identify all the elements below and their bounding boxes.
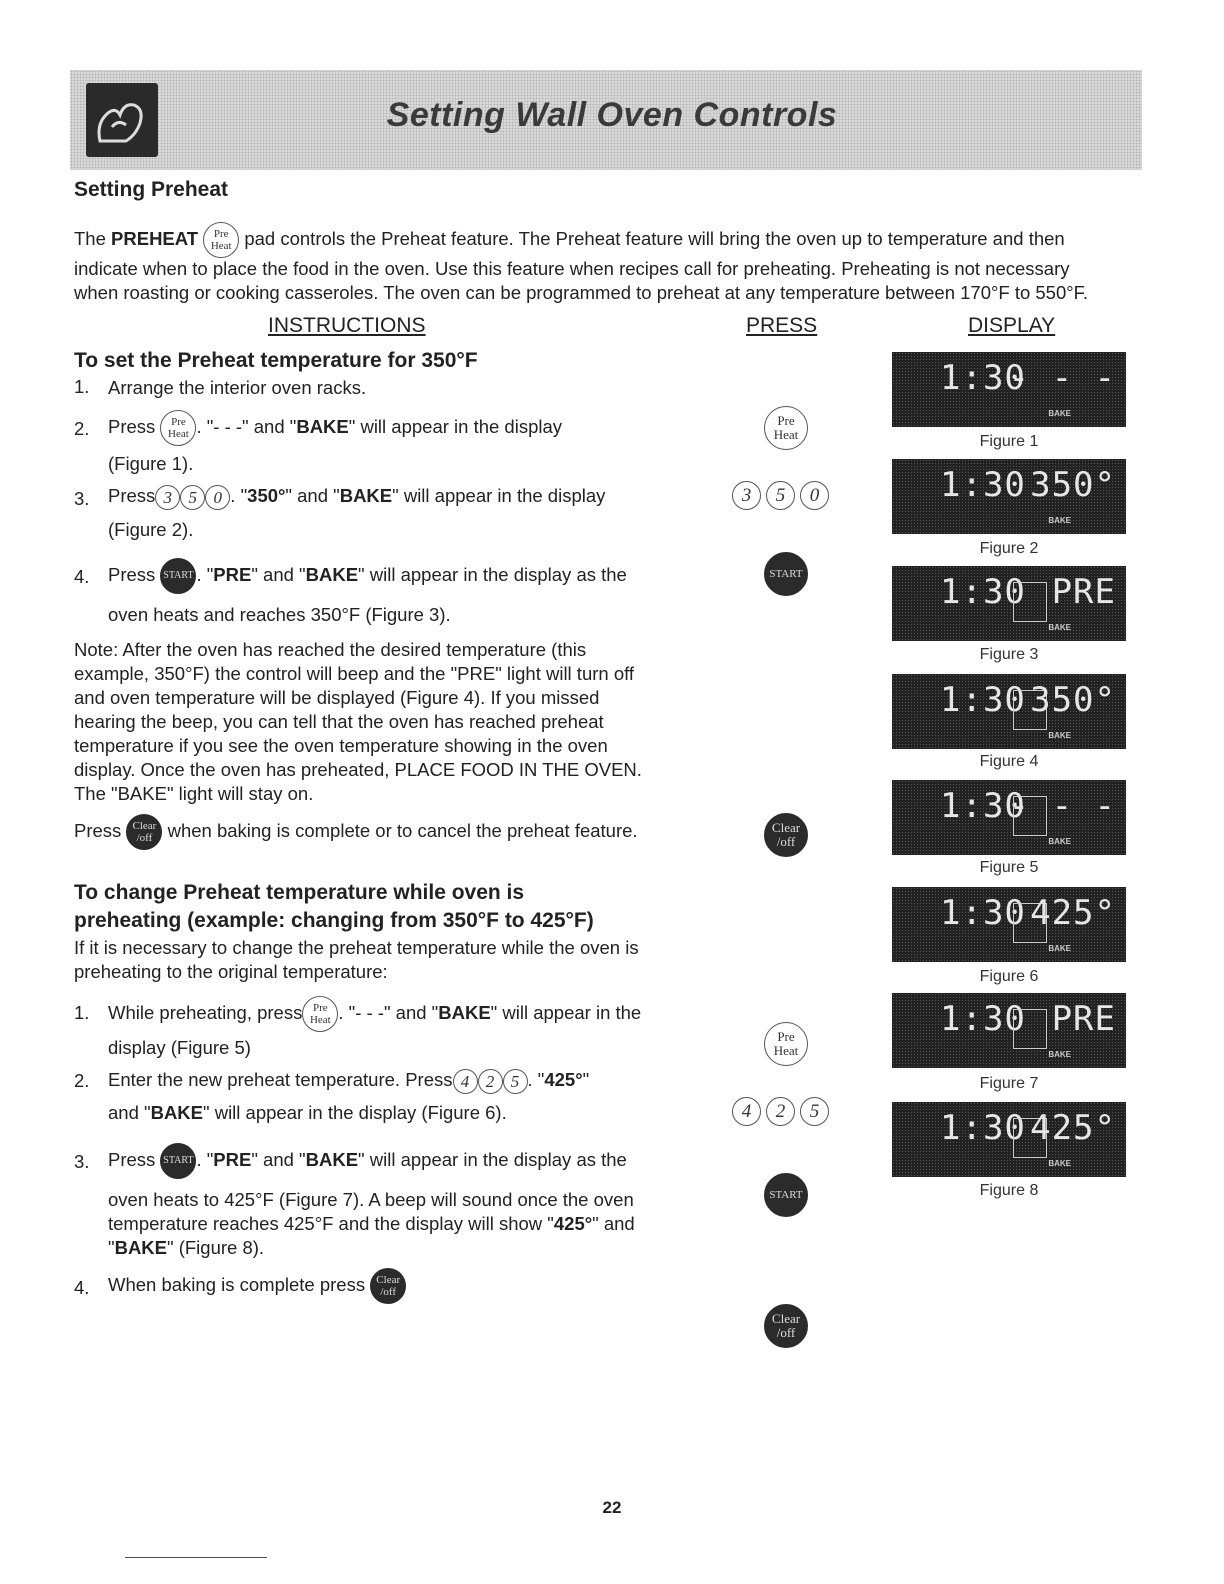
press-start-key-icon: START <box>764 552 808 596</box>
display-heading: DISPLAY <box>968 314 1056 337</box>
figure-caption: Figure 7 <box>979 1075 1039 1092</box>
display-value: 425° <box>1030 1108 1116 1148</box>
display-panel-figure-5 <box>892 780 1126 855</box>
bake-indicator: BAKE <box>1048 1159 1071 1168</box>
display-time: 1:30 <box>940 572 1026 612</box>
display-panel-figure-8 <box>892 1102 1126 1177</box>
key-4-icon: 4 <box>453 1069 478 1094</box>
figure-caption: Figure 1 <box>979 433 1039 450</box>
bake-indicator: BAKE <box>1048 516 1071 525</box>
preheat-word: PREHEAT <box>111 227 199 249</box>
display-value: - - - <box>1008 786 1116 826</box>
section-title: Setting Preheat <box>74 178 229 201</box>
note-paragraph: Note: After the oven has reached the desired temperature (this example, 350°F) the control will beep and the "PRE" light will turn off and oven temperature will be displayed (Figure 4). If you missed hearing the beep, you can tell that the oven has reached preheat temperature if you see the oven temperature showing in the oven display. Once the oven has preheated, PLACE FOOD IN THE OVEN. The "BAKE" light will stay on. <box>74 639 642 804</box>
part2-step-1-ref: display (Figure 5) <box>108 1037 251 1058</box>
display-time: 1:30 <box>940 999 1026 1039</box>
press-start-key-icon: START <box>764 1173 808 1217</box>
step-number: 4. <box>74 566 90 587</box>
part2-step-3-cont-3: "BAKE" (Figure 8). <box>108 1237 265 1258</box>
part1-title: To set the Preheat temperature for 350°F <box>74 349 478 372</box>
display-panel-figure-1 <box>892 352 1126 427</box>
display-panel-figure-7 <box>892 993 1126 1068</box>
press-425-keys <box>732 1097 829 1126</box>
intro-text: pad controls the Preheat feature. The Preheat feature will bring the oven up to temperature and then <box>244 227 1065 249</box>
display-time: 1:30 <box>940 893 1026 933</box>
display-panel-figure-2 <box>892 459 1126 534</box>
figure-caption: Figure 5 <box>979 859 1039 876</box>
key-5-icon: 5 <box>800 1097 829 1126</box>
part2-title-line-2: preheating (example: changing from 350°F to 425°F) <box>74 909 594 932</box>
display-value: PRE <box>1051 572 1116 612</box>
part2-step-3: Press START . "PRE" and "BAKE" will appear in the display as the <box>108 1143 627 1179</box>
display-value: 350° <box>1030 465 1116 505</box>
part2-step-1: While preheating, press Pre Heat . "- - -" and "BAKE" will appear in the <box>108 996 641 1032</box>
key-5-icon: 5 <box>180 485 205 510</box>
bake-indicator: BAKE <box>1048 1050 1071 1059</box>
press-heading: PRESS <box>746 314 818 337</box>
key-5-icon: 5 <box>766 481 795 510</box>
figure-caption: Figure 8 <box>979 1182 1039 1199</box>
cancel-instruction: Press Clear /off when baking is complete or to cancel the preheat feature. <box>74 814 638 850</box>
display-box-indicator <box>1013 582 1047 622</box>
display-time: 1:30 <box>940 358 1026 398</box>
key-4-icon: 4 <box>732 1097 761 1126</box>
display-time: 1:30 <box>940 465 1026 505</box>
step-number: 1. <box>74 1002 90 1023</box>
part1-step-1: Arrange the interior oven racks. <box>108 377 367 398</box>
key-2-icon: 2 <box>766 1097 795 1126</box>
figure-caption: Figure 3 <box>979 646 1039 663</box>
part2-intro-2: preheating to the original temperature: <box>74 961 388 982</box>
bake-indicator: BAKE <box>1048 731 1071 740</box>
press-350-keys <box>732 481 829 510</box>
part1-step-2: Press Pre Heat . "- - -" and "BAKE" will appear in the display <box>108 410 562 446</box>
display-value: 425° <box>1030 893 1116 933</box>
part2-step-2-cont: and "BAKE" will appear in the display (Figure 6). <box>108 1102 507 1123</box>
step-number: 1. <box>74 376 90 397</box>
press-preheat-key-icon: Pre Heat <box>764 1022 808 1066</box>
part2-step-4: When baking is complete press Clear /off <box>108 1268 406 1304</box>
preheat-key-icon: Pre Heat <box>203 222 239 258</box>
part1-step-2-ref: (Figure 1). <box>108 453 194 474</box>
key-2-icon: 2 <box>478 1069 503 1094</box>
start-key-icon: START <box>160 1143 196 1179</box>
preheat-key-icon: Pre Heat <box>160 410 196 446</box>
key-0-icon: 0 <box>800 481 829 510</box>
key-3-icon: 3 <box>155 485 180 510</box>
page-title: Setting Wall Oven Controls <box>386 96 838 134</box>
step-number: 4. <box>74 1277 90 1298</box>
intro-line-1 <box>74 222 1154 258</box>
key-3-icon: 3 <box>732 481 761 510</box>
intro-text: The <box>74 227 106 249</box>
step-number: 3. <box>74 488 90 509</box>
part1-step-3: Press 3 5 0 . "350°" and "BAKE" will appear in the display <box>108 484 605 510</box>
part2-intro-1: If it is necessary to change the preheat temperature while the oven is <box>74 937 639 958</box>
instructions-heading: INSTRUCTIONS <box>268 314 426 337</box>
step-number: 2. <box>74 418 90 439</box>
display-value: 350° <box>1030 680 1116 720</box>
bake-indicator: BAKE <box>1048 623 1071 632</box>
start-key-icon: START <box>160 558 196 594</box>
display-panel-figure-3 <box>892 566 1126 641</box>
key-5-icon: 5 <box>503 1069 528 1094</box>
bake-indicator: BAKE <box>1048 409 1071 418</box>
display-value: - - - <box>1008 358 1116 398</box>
page-number: 22 <box>602 1498 622 1517</box>
clear-off-key-icon: Clear /off <box>126 814 162 850</box>
display-panel-figure-6 <box>892 887 1126 962</box>
figure-caption: Figure 2 <box>979 540 1039 557</box>
part2-step-2: Enter the new preheat temperature. Press 4 2 5 . "425°" <box>108 1068 589 1094</box>
intro-line-2: indicate when to place the food in the oven. Use this feature when recipes call for preheating. Preheating is not necessary <box>74 258 1070 279</box>
intro-line-3: when roasting or cooking casseroles. The oven can be programmed to preheat at any temperature between 170°F to 550°F. <box>74 282 1089 303</box>
display-value: PRE <box>1051 999 1116 1039</box>
press-clear-off-key-icon: Clear /off <box>764 813 808 857</box>
part2-step-3-cont: oven heats to 425°F (Figure 7). A beep will sound once the oven <box>108 1189 634 1210</box>
display-time: 1:30 <box>940 786 1026 826</box>
part1-step-3-ref: (Figure 2). <box>108 519 194 540</box>
figure-caption: Figure 4 <box>979 753 1039 770</box>
bake-indicator: BAKE <box>1048 837 1071 846</box>
part2-title-line-1: To change Preheat temperature while oven is <box>74 881 525 904</box>
preheat-key-icon: Pre Heat <box>302 996 338 1032</box>
display-time: 1:30 <box>940 1108 1026 1148</box>
step-number: 2. <box>74 1070 90 1091</box>
figure-caption: Figure 6 <box>979 968 1039 985</box>
press-preheat-key-icon: Pre Heat <box>764 406 808 450</box>
part2-step-3-cont-2: temperature reaches 425°F and the display will show "425°" and <box>108 1213 635 1234</box>
press-clear-off-key-icon: Clear /off <box>764 1304 808 1348</box>
display-box-indicator <box>1013 1009 1047 1049</box>
footer-rule <box>125 1557 267 1558</box>
step-number: 3. <box>74 1151 90 1172</box>
key-0-icon: 0 <box>205 485 230 510</box>
display-panel-figure-4 <box>892 674 1126 749</box>
clear-off-key-icon: Clear /off <box>370 1268 406 1304</box>
display-time: 1:30 <box>940 680 1026 720</box>
part1-step-4: Press START . "PRE" and "BAKE" will appear in the display as the <box>108 558 627 594</box>
bake-indicator: BAKE <box>1048 944 1071 953</box>
part1-step-4-cont: oven heats and reaches 350°F (Figure 3). <box>108 604 451 625</box>
